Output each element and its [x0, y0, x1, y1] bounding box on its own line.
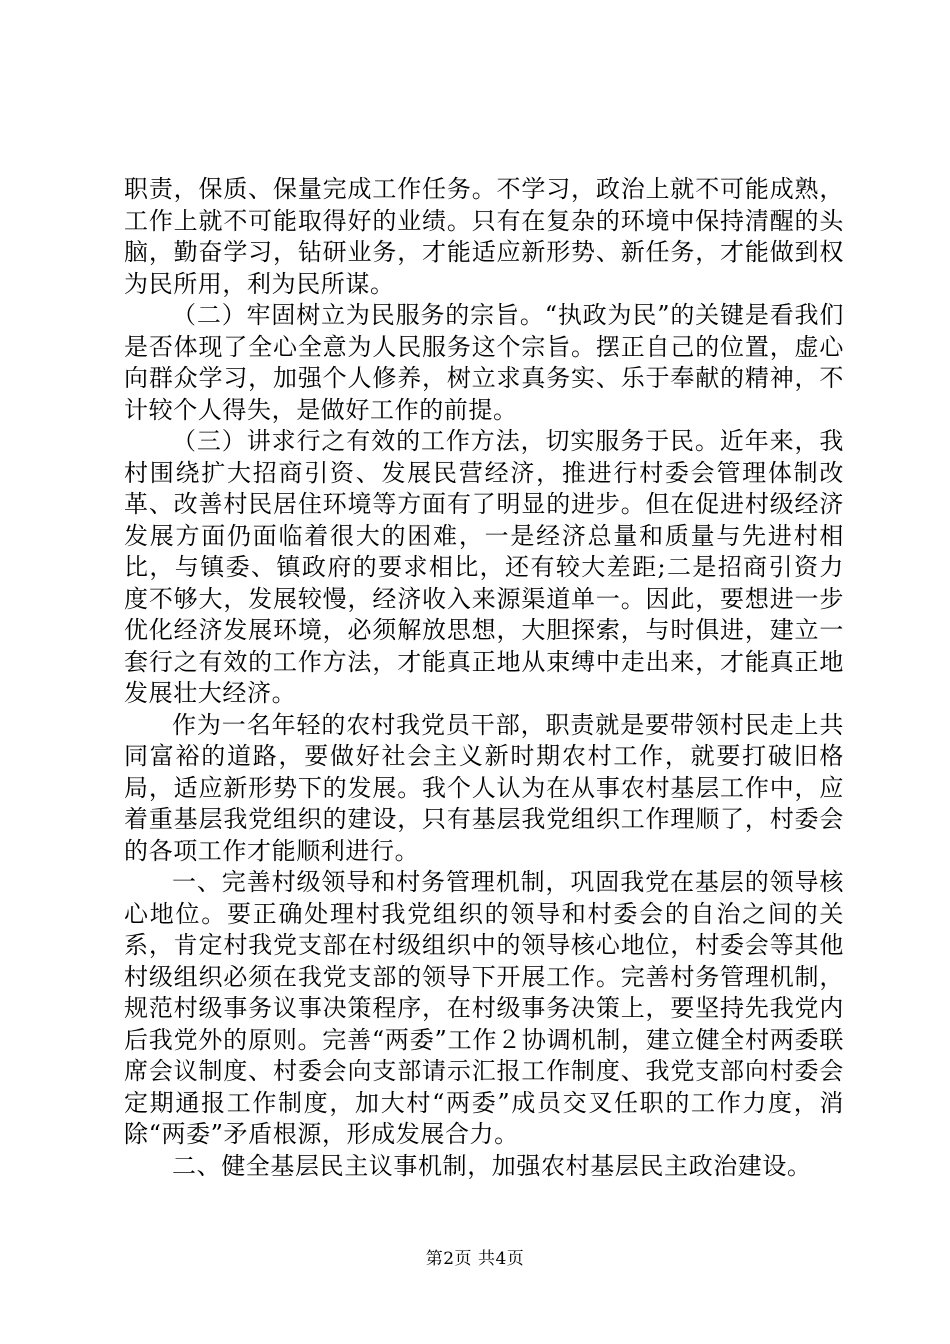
paragraph-3: （三）讲求行之有效的工作方法，切实服务于民。近年来，我村围绕扩大招商引资、发展民营经济，推进行村委会管理体制改革、改善村民居住环境等方面有了明显的进步。但在促进村级经济发展方面仍面临着很大的困难，一是经济总量和质量与先进村相比，与镇委、镇政府的要求相比，还有较大差距;二是招商引资力度不够大，发展较慢，经济收入来源渠道单一。因此，要想进一步优化经济发展环境，必须解放思想，大胆探索，与时俱进，建立一套行之有效的工作方法，才能真正地从束缚中走出来，才能真正地发展壮大经济。	[124, 427, 844, 707]
document-body	[124, 174, 844, 1182]
paragraph-2: （二）牢固树立为民服务的宗旨。“执政为民”的关键是看我们是否体现了全心全意为人民服务这个宗旨。摆正自己的位置，虚心向群众学习，加强个人修养，树立求真务实、乐于奉献的精神，不计较个人得失，是做好工作的前提。	[124, 301, 844, 424]
paragraph-4: 作为一名年轻的农村我党员干部，职责就是要带领村民走上共同富裕的道路，要做好社会主义新时期农村工作，就要打破旧格局，适应新形势下的发展。我个人认为在从事农村基层工作中，应着重基层我党组织的建设，只有基层我党组织工作理顺了，村委会的各项工作才能顺利进行。	[124, 710, 844, 865]
paragraph-6: 二、健全基层民主议事机制，加强农村基层民主政治建设。	[172, 1151, 812, 1180]
paragraph-5: 一、完善村级领导和村务管理机制，巩固我党在基层的领导核心地位。要正确处理村我党组织的领导和村委会的自治之间的关系，肯定村我党支部在村级组织中的领导核心地位，村委会等其他村级组织必须在我党支部的领导下开展工作。完善村务管理机制，规范村级事务议事决策程序，在村级事务决策上，要坚持先我党内后我党外的原则。完善“两委”工作２协调机制，建立健全村两委联席会议制度、村委会向支部请示汇报工作制度、我党支部向村委会定期通报工作制度，加大村“两委”成员交叉任职的工作力度，消除“两委”矛盾根源，形成发展合力。	[124, 868, 844, 1148]
paragraph-1: 职责，保质、保量完成工作任务。不学习，政治上就不可能成熟，工作上就不可能取得好的业绩。只有在复杂的环境中保持清醒的头脑，勤奋学习，钻研业务，才能适应新形势、新任务，才能做到权为民所用，利为民所谋。	[124, 175, 844, 298]
page-footer: 第2页 共4页	[425, 1249, 525, 1269]
